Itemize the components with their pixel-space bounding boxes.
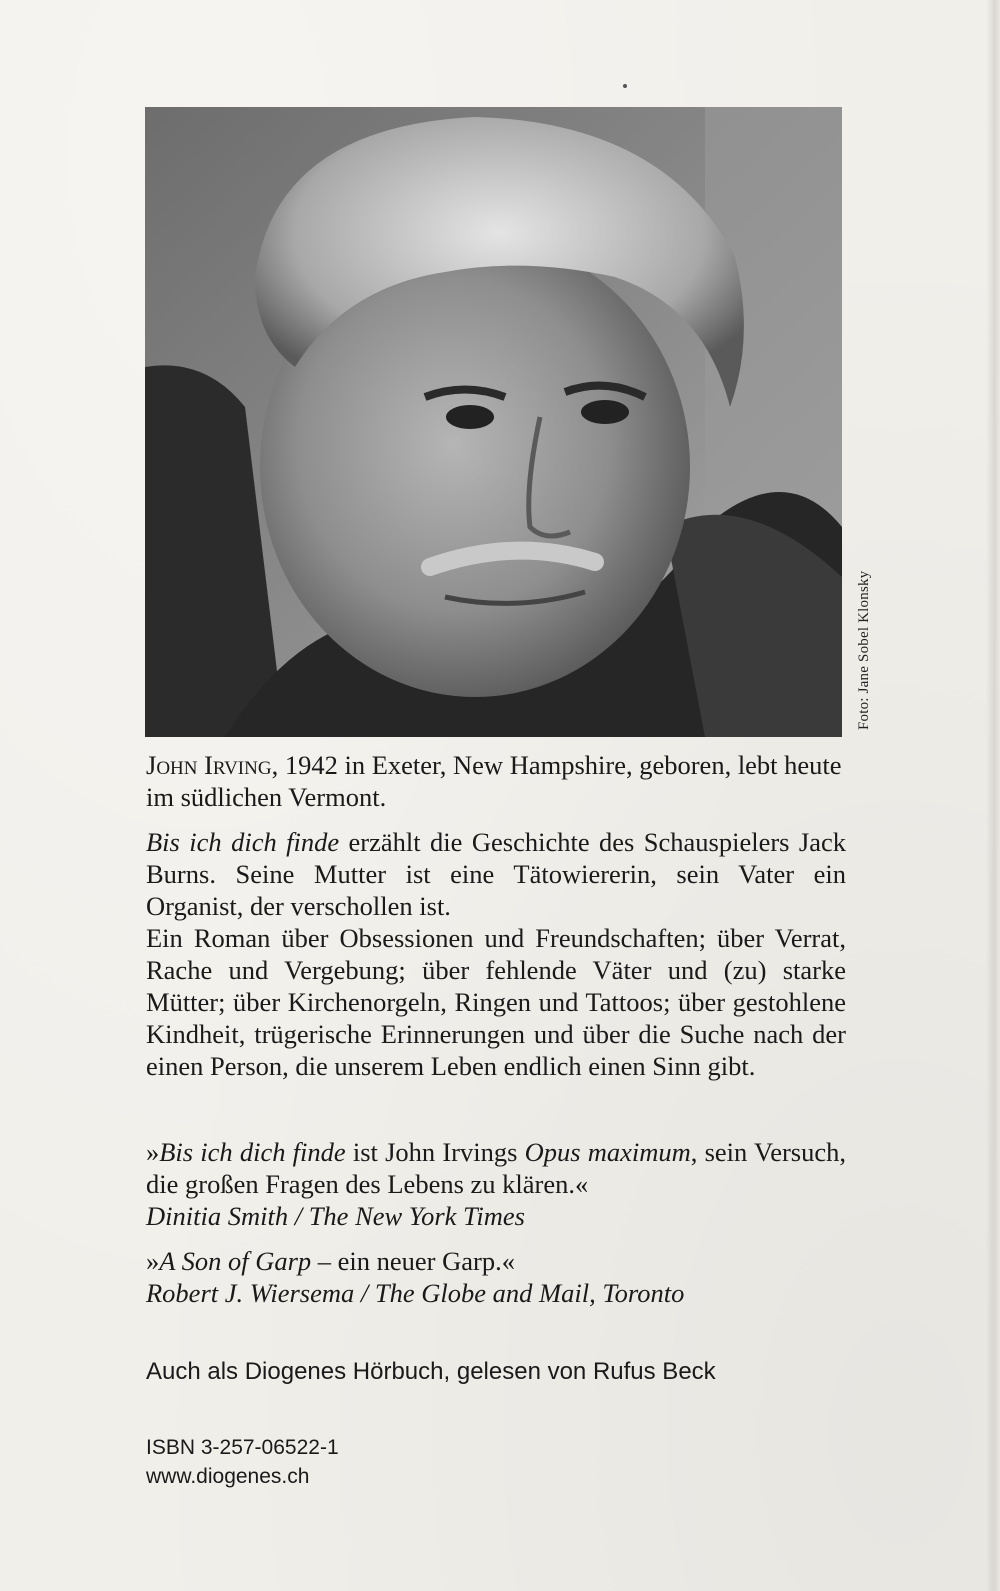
quote-text: – ein neuer Garp.« [311,1246,515,1276]
author-photo [145,107,842,737]
book-description [146,826,846,1082]
photo-credit: Foto: Jane Sobel Klonsky [856,570,872,730]
cover-edge [986,0,1000,1591]
quote-text-rest: , sein Versuch, die großen Fragen des Lebens zu klären.« [146,1137,846,1199]
author-bio-text: , 1942 in Exeter, New Hampshire, geboren, lebt heute im südlichen Vermont. [146,750,842,812]
publisher-website: www.diogenes.ch [146,1465,310,1488]
quote-book-title: Bis ich dich finde [159,1137,346,1167]
quote-emphasis: A Son of Garp [159,1246,312,1276]
isbn: ISBN 3-257-06522-1 [146,1436,339,1459]
press-quote-1 [146,1136,846,1232]
description-text-2: Ein Roman über Obsessionen und Freundschaften; über Verrat, Rache und Vergebung; über fehlende Väter und (zu) starke Mütter; über Kirchenorgeln, Ringen und Tattoos; über gestohlene Kindheit, trügerische Erinnerungen und über die Suche nach der einen Person, die unserem Leben endlich einen Sinn gibt. [146,923,846,1081]
audiobook-note: Auch als Diogenes Hörbuch, gelesen von Rufus Beck [146,1358,716,1385]
press-quote-2 [146,1245,846,1309]
quote-open-mark: » [146,1246,160,1276]
quote-emphasis: Opus maximum [524,1137,691,1167]
description-text-1: erzählt die Geschichte des Schauspielers Jack Burns. Seine Mutter ist eine Tätowiererin, sein Vater ein Organist, der verschollen ist. [146,827,846,921]
author-bio [146,749,846,813]
book-title: Bis ich dich finde [146,827,340,857]
quote-open-mark: » [146,1137,160,1167]
quote-source: Dinitia Smith / The New York Times [146,1201,525,1231]
author-name: John Irving [146,750,272,780]
print-speck [623,84,627,88]
quote-text: ist John Irvings [345,1137,525,1167]
quote-source: Robert J. Wiersema / The Globe and Mail, Toronto [146,1278,685,1308]
